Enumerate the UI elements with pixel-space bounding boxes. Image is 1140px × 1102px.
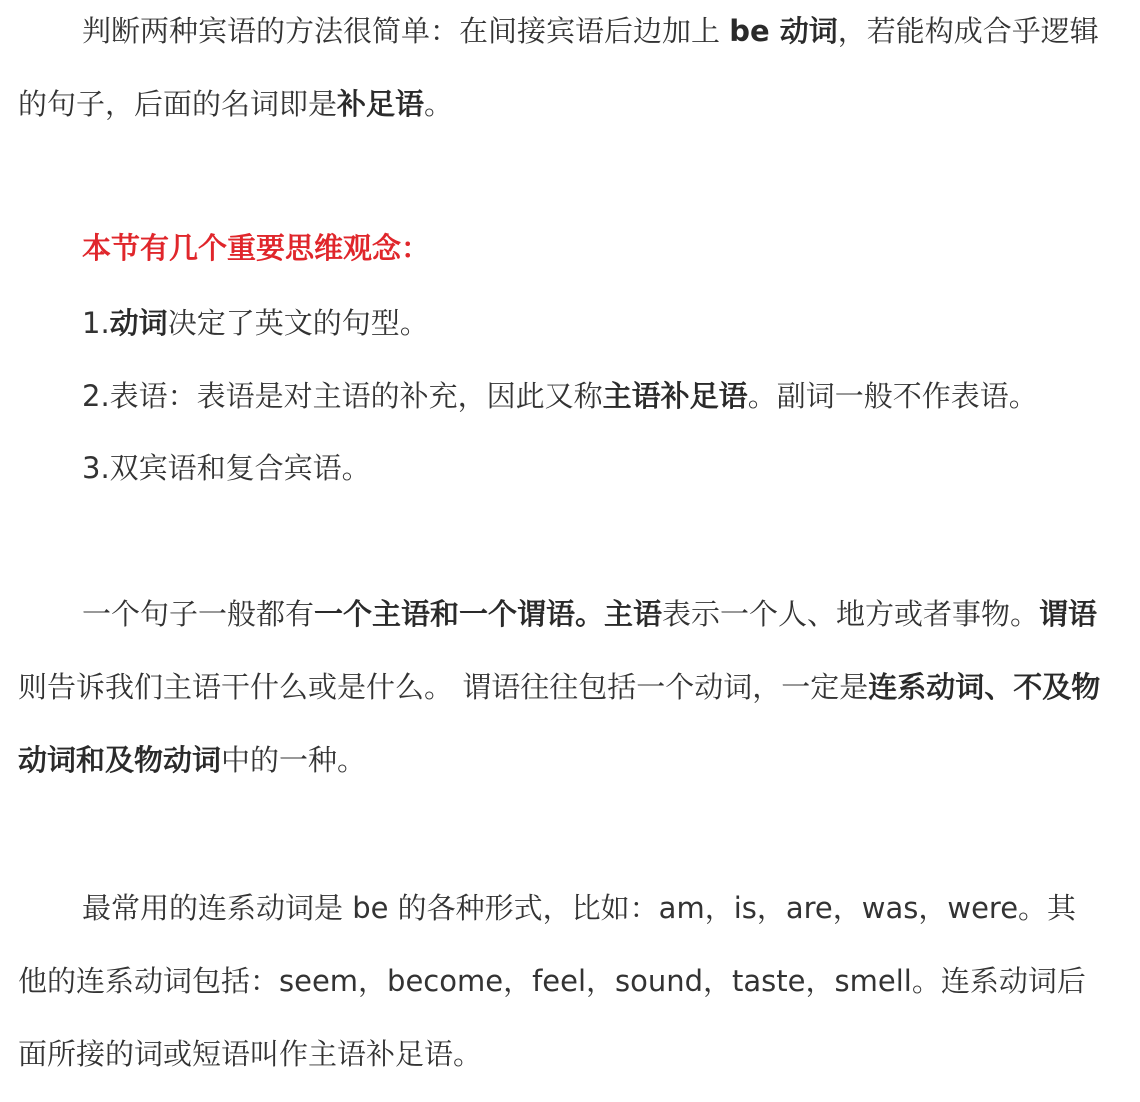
para2-text-1: 一个句子一般都有 [82,597,315,631]
concepts-heading: 本节有几个重要思维观念： [82,231,431,265]
para2-bold-verb-types: 连系动词、不及物动词和及物动词 [18,670,1101,777]
para1-bold-complement: 补足语 [337,87,425,121]
concept-item-3: 3.双宾语和复合宾语。 [82,451,371,485]
concept-item-2 [82,360,1112,433]
para2-bold-subject-predicate: 一个主语和一个谓语。主语 [314,597,663,631]
paragraph-linking-verbs: 最常用的连系动词是 be 的各种形式，比如：am，is，are，was，were。其他的连系动词包括：seem，become，feel，sound，taste，smell。连系动词后面所接的词或短语叫作主语补足语。 [18,891,1086,1071]
concept-item-1-rest: 决定了英文的句型。 [167,306,429,340]
para1-bold-be-verb: be 动词 [729,14,838,48]
para2-text-2: 表示一个人、地方或者事物。 [662,597,1040,631]
para2-text-3: 则告诉我们主语干什么或是什么。 谓语往往包括一个动词，一定是 [18,670,869,704]
concept-item-1-bold: 动词 [109,306,168,340]
concept-item-2-prefix: 2.表语：表语是对主语的补充，因此又称 [82,379,603,413]
para2-text-4: 中的一种。 [221,743,367,777]
paragraph-object-test [18,0,1103,141]
concept-item-2-bold: 主语补足语 [602,379,748,413]
para1-text-2: ，若能构成合乎逻辑的句子，后面的名词即是 [18,14,1099,121]
concept-item-1-prefix: 1. [82,306,110,340]
concept-item-2-rest: 。副词一般不作表语。 [747,379,1038,413]
para1-text-3: 。 [424,87,454,121]
para1-text-1: 判断两种宾语的方法很简单：在间接宾语后边加上 [82,14,730,48]
paragraph-subject-predicate [18,578,1103,797]
para2-bold-predicate: 谓语 [1039,597,1098,631]
concept-item-1 [82,287,1112,360]
